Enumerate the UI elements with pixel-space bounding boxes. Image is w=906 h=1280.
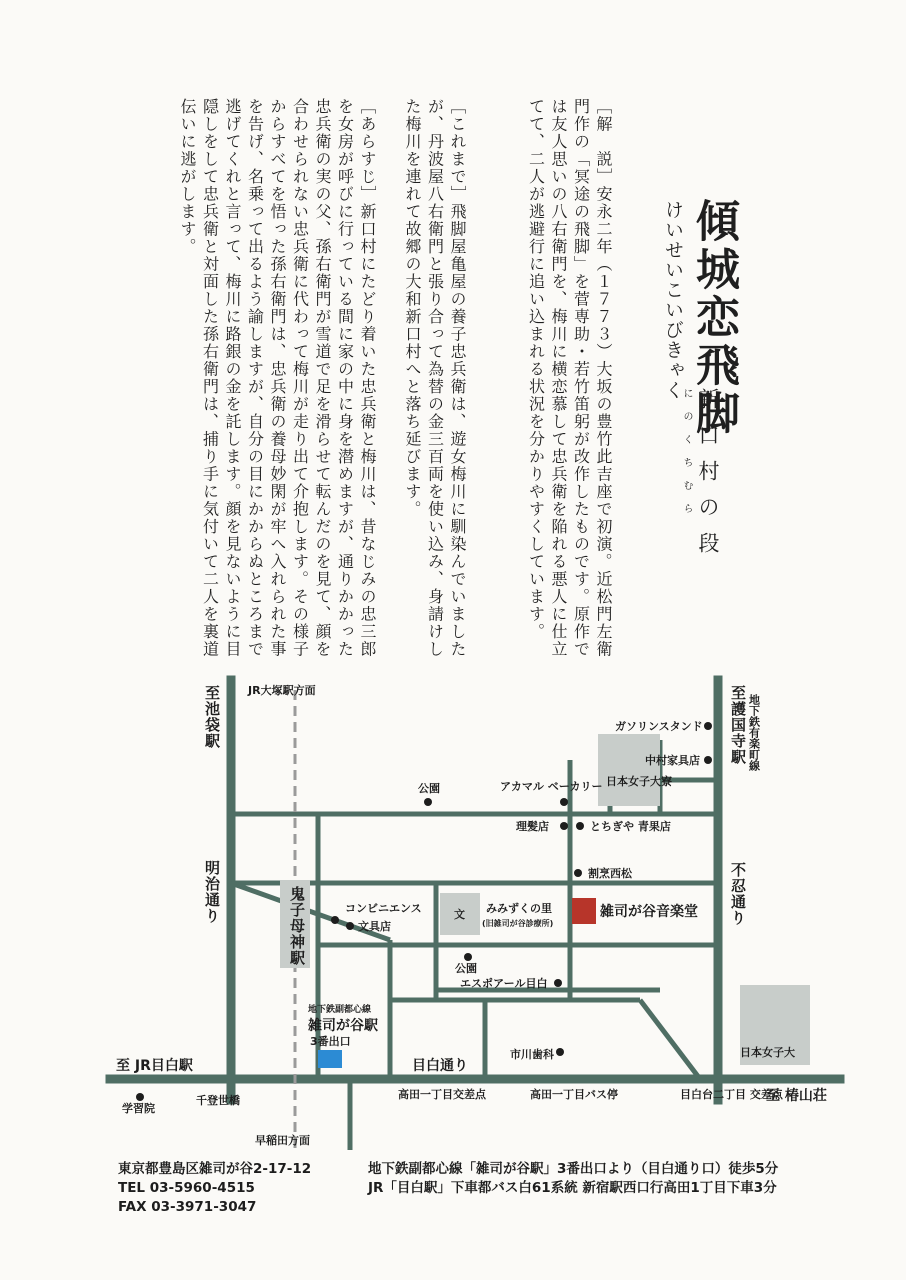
label-meiji-dori: 明治通り — [203, 860, 221, 924]
subway-icon — [318, 1050, 342, 1068]
label-ichikawa: 市川歯科 — [510, 1048, 554, 1061]
label-dorm: 日本女子大寮 — [606, 775, 672, 788]
subtitle-reading: にのくちむら — [681, 388, 692, 526]
label-nishimatsu: 割烹西松 — [588, 867, 632, 880]
access-block — [368, 1160, 778, 1198]
previous-story-paragraph: ［これまで］飛脚屋亀屋の養子忠兵衛は、遊女梅川に馴染んでいましたが、丹波屋八右衛門と張り合って為替の金三百両を使い込み、身請けした梅川を連れて故郷の大和新口村へと落ち延びます。 — [403, 98, 467, 658]
page-title: 傾城恋飛脚 — [688, 198, 739, 438]
label-kishimojin: 鬼子母神駅 — [288, 886, 306, 966]
label-to-gokokuji: 至護国寺駅 — [729, 685, 747, 765]
label-mejiro-dori: 目白通り — [412, 1058, 468, 1074]
label-convenience: コンビニエンス — [345, 902, 422, 915]
title-reading: けいせいこいびきゃく — [662, 200, 684, 400]
label-akamaru: アカマル ベーカリー — [500, 780, 603, 793]
label-mimizuku: みみずくの里 — [486, 902, 552, 915]
access-map — [0, 660, 906, 1160]
address: 東京都豊島区雑司が谷2-17-12 — [118, 1161, 312, 1177]
label-subway-yurakucho: 地下鉄有楽町線 — [747, 694, 761, 771]
label-barber: 理髪店 — [516, 820, 549, 833]
label-takada-intersection: 高田一丁目交差点 — [398, 1088, 486, 1101]
page-subtitle: 新口村の段 — [696, 388, 720, 568]
synopsis-paragraph: ［あらすじ］新口村にたどり着いた忠兵衛と梅川は、昔なじみの忠三郎を女房が呼びに行っている間に家の中に身を潜めますが、通りかかった忠兵衛の実の父、孫右衛門が雪道で足を滑らせて転んだのを見て、顔を合わせられない忠兵衛に代わって梅川が走り出て介抱します。その様子からすべてを悟った孫右衛門は、忠兵衛の養母妙閑が牢へ入れられた事を告げ、名乗って出るよう諭しますが、自分の目にかからぬところまで逃げてくれと言って、梅川に路銀の金を託します。顔を見ないように目隠しをして忠兵衛と対面した孫右衛門は、捕り手に気付いて二人を裏道伝いに逃がします。 — [178, 98, 377, 658]
tel: TEL 03-5960-4515 — [118, 1180, 255, 1196]
label-subway-fukutoshin: 地下鉄副都心線 — [308, 1005, 372, 1015]
label-park-top: 公園 — [418, 782, 440, 795]
label-mejirodai: 目白台二丁目 交差点 — [680, 1088, 783, 1101]
label-to-otsuka: JR大塚駅方面 — [248, 684, 316, 697]
fax: FAX 03-3971-3047 — [118, 1199, 257, 1215]
label-park-mid: 公園 — [455, 962, 477, 975]
venue-marker — [572, 898, 596, 924]
commentary-paragraph: ［解 説］安永二年（１７７３）大坂の豊竹此吉座で初演。近松門左衛門作の「冥途の飛脚」を菅専助・若竹笛躬が改作したものです。原作では友人思いの八右衛門を、梅川に横恋慕して忠兵衛を陥れる悪人に仕立てて、二人が逃避行に追い込まれる状況を分かりやすくしています。 — [526, 98, 613, 658]
label-mimizuku-note: (旧雑司が谷診療所) — [482, 919, 554, 928]
label-to-ikebukuro: 至池袋駅 — [203, 685, 221, 749]
access-subway: 地下鉄副都心線「雑司が谷駅」3番出口より（目白通り口）徒歩5分 — [368, 1161, 779, 1177]
label-stationery: 文具店 — [358, 920, 391, 933]
label-to-mejiro: 至 JR目白駅 — [116, 1058, 193, 1074]
label-gakushuin: 学習院 — [122, 1102, 155, 1115]
label-to-waseda: 早稲田方面 — [255, 1134, 310, 1147]
label-venue: 雑司が谷音楽堂 — [600, 904, 698, 920]
address-block — [118, 1160, 311, 1217]
label-exit3: 3番出口 — [310, 1035, 351, 1048]
label-shinobazu-dori: 不忍通り — [729, 862, 747, 926]
access-jr: JR「目白駅」下車都バス白61系統 新宿駅西口行高田1丁目下車3分 — [368, 1180, 777, 1196]
label-univ: 日本女子大 — [740, 1046, 795, 1059]
label-tochigiya: とちぎや 青果店 — [590, 820, 671, 833]
label-nakamura: 中村家具店 — [645, 754, 700, 767]
label-takada-bus: 高田一丁目バス停 — [530, 1088, 618, 1101]
label-to-chinzanso: 至 椿山荘 — [766, 1088, 827, 1104]
dorm-building — [598, 734, 660, 806]
label-zoshigaya-station: 雑司が谷駅 — [308, 1018, 378, 1034]
label-school: 文 — [454, 908, 465, 921]
label-sentose: 千登世橋 — [196, 1094, 240, 1107]
label-gas-station: ガソリンスタンド — [615, 720, 703, 733]
label-esupoaru: エスポアール目白 — [460, 977, 548, 990]
